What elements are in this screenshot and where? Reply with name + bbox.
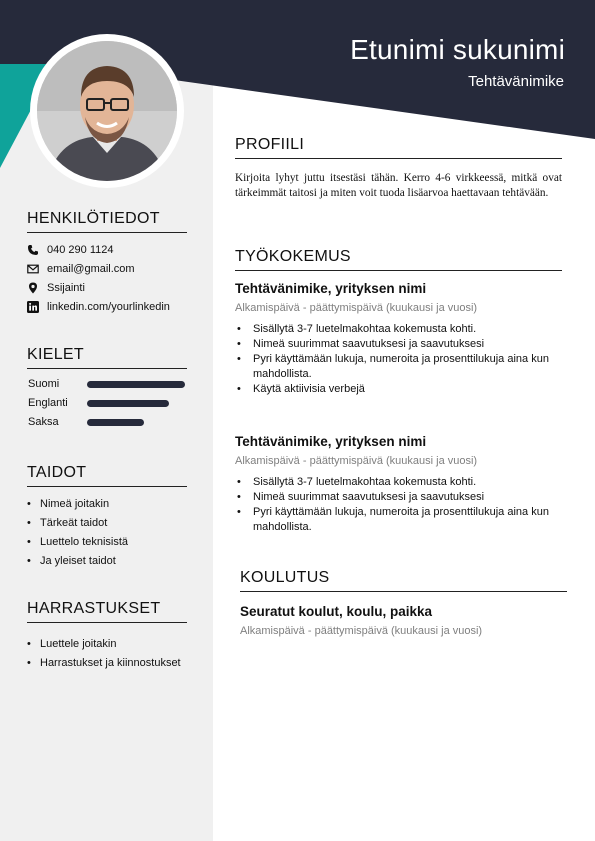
education-dates: Alkamispäivä - päättymispäivä (kuukausi ja vuosi) (240, 625, 483, 637)
education-section (240, 569, 567, 637)
language-item (27, 414, 187, 433)
hobby-item: • Harrastukset ja kiinnostukset (27, 654, 187, 673)
profile-text: Kirjoita lyhyt juttu itsestäsi tähän. Kerro 4-6 virkkeessä, mitkä ovat tärkeimmät taitosi ja miten voit tuoda lisäarvoa haettavaan tehtävään. (235, 172, 562, 199)
languages-heading: KIELET (27, 346, 187, 369)
language-item (27, 376, 187, 395)
language-level-bar (87, 400, 169, 407)
profile-section (235, 136, 562, 201)
contact-phone-text: 040 290 1124 (47, 243, 114, 256)
profile-heading: PROFIILI (235, 136, 562, 159)
job-bullet: • Nimeä suurimmat saavutuksesi ja saavutuksesi (235, 490, 562, 505)
job-dates: Alkamispäivä - päättymispäivä (kuukausi ja vuosi) (235, 455, 478, 467)
job-bullet: • Nimeä suurimmat saavutuksesi ja saavutuksesi (235, 337, 562, 352)
language-level-bar (87, 419, 144, 426)
contact-email-text: email@gmail.com (47, 262, 135, 275)
language-name: Englanti (28, 397, 68, 409)
contact-linkedin (27, 297, 187, 316)
job-dates: Alkamispäivä - päättymispäivä (kuukausi ja vuosi) (235, 302, 478, 314)
personal-info-section (27, 210, 187, 316)
linkedin-icon (27, 301, 39, 313)
job-entry (235, 434, 562, 535)
job-bullets (235, 322, 562, 397)
skill-item: • Ja yleiset taidot (27, 552, 187, 571)
job-bullet: • Käytä aktiivisia verbejä (235, 382, 562, 397)
contact-phone (27, 240, 187, 259)
education-title: Seuratut koulut, koulu, paikka (240, 604, 433, 619)
hobbies-section (27, 600, 187, 673)
phone-icon (27, 244, 39, 256)
person-job-title: Tehtävänimike (468, 73, 564, 90)
person-name: Etunimi sukunimi (350, 34, 565, 65)
job-bullet: • Sisällytä 3-7 luetelmakohtaa kokemusta kohti. (235, 322, 562, 337)
job-title: Tehtävänimike, yrityksen nimi (235, 434, 427, 449)
job-title: Tehtävänimike, yrityksen nimi (235, 281, 427, 296)
language-name: Suomi (28, 378, 60, 390)
hobby-item: • Luettele joitakin (27, 635, 187, 654)
profile-photo (37, 41, 177, 181)
languages-section (27, 346, 187, 433)
job-bullet: • Sisällytä 3-7 luetelmakohtaa kokemusta kohti. (235, 475, 562, 490)
skill-item: • Tärkeät taidot (27, 514, 187, 533)
contact-email (27, 259, 187, 278)
email-icon (27, 263, 39, 275)
language-name: Saksa (28, 416, 59, 428)
skills-section (27, 464, 187, 571)
experience-heading: TYÖKOKEMUS (235, 248, 562, 271)
contact-location-text: Ssijainti (47, 281, 85, 294)
job-bullets (235, 475, 562, 535)
hobbies-list (27, 635, 187, 673)
language-item (27, 395, 187, 414)
contact-location (27, 278, 187, 297)
language-level-bar (87, 381, 185, 388)
skills-list (27, 495, 187, 571)
contact-linkedin-text: linkedin.com/yourlinkedin (47, 300, 170, 313)
skill-item: • Nimeä joitakin (27, 495, 187, 514)
job-bullet: • Pyri käyttämään lukuja, numeroita ja prosenttilukuja aina kun mahdollista. (235, 352, 562, 382)
job-entry (235, 281, 562, 397)
location-icon (27, 282, 39, 294)
job-bullet: • Pyri käyttämään lukuja, numeroita ja prosenttilukuja aina kun mahdollista. (235, 505, 562, 535)
personal-info-heading: HENKILÖTIEDOT (27, 210, 187, 233)
education-heading: KOULUTUS (240, 569, 567, 592)
skills-heading: TAIDOT (27, 464, 187, 487)
hobbies-heading: HARRASTUKSET (27, 600, 187, 623)
experience-section (235, 248, 562, 397)
skill-item: • Luettelo teknisistä (27, 533, 187, 552)
